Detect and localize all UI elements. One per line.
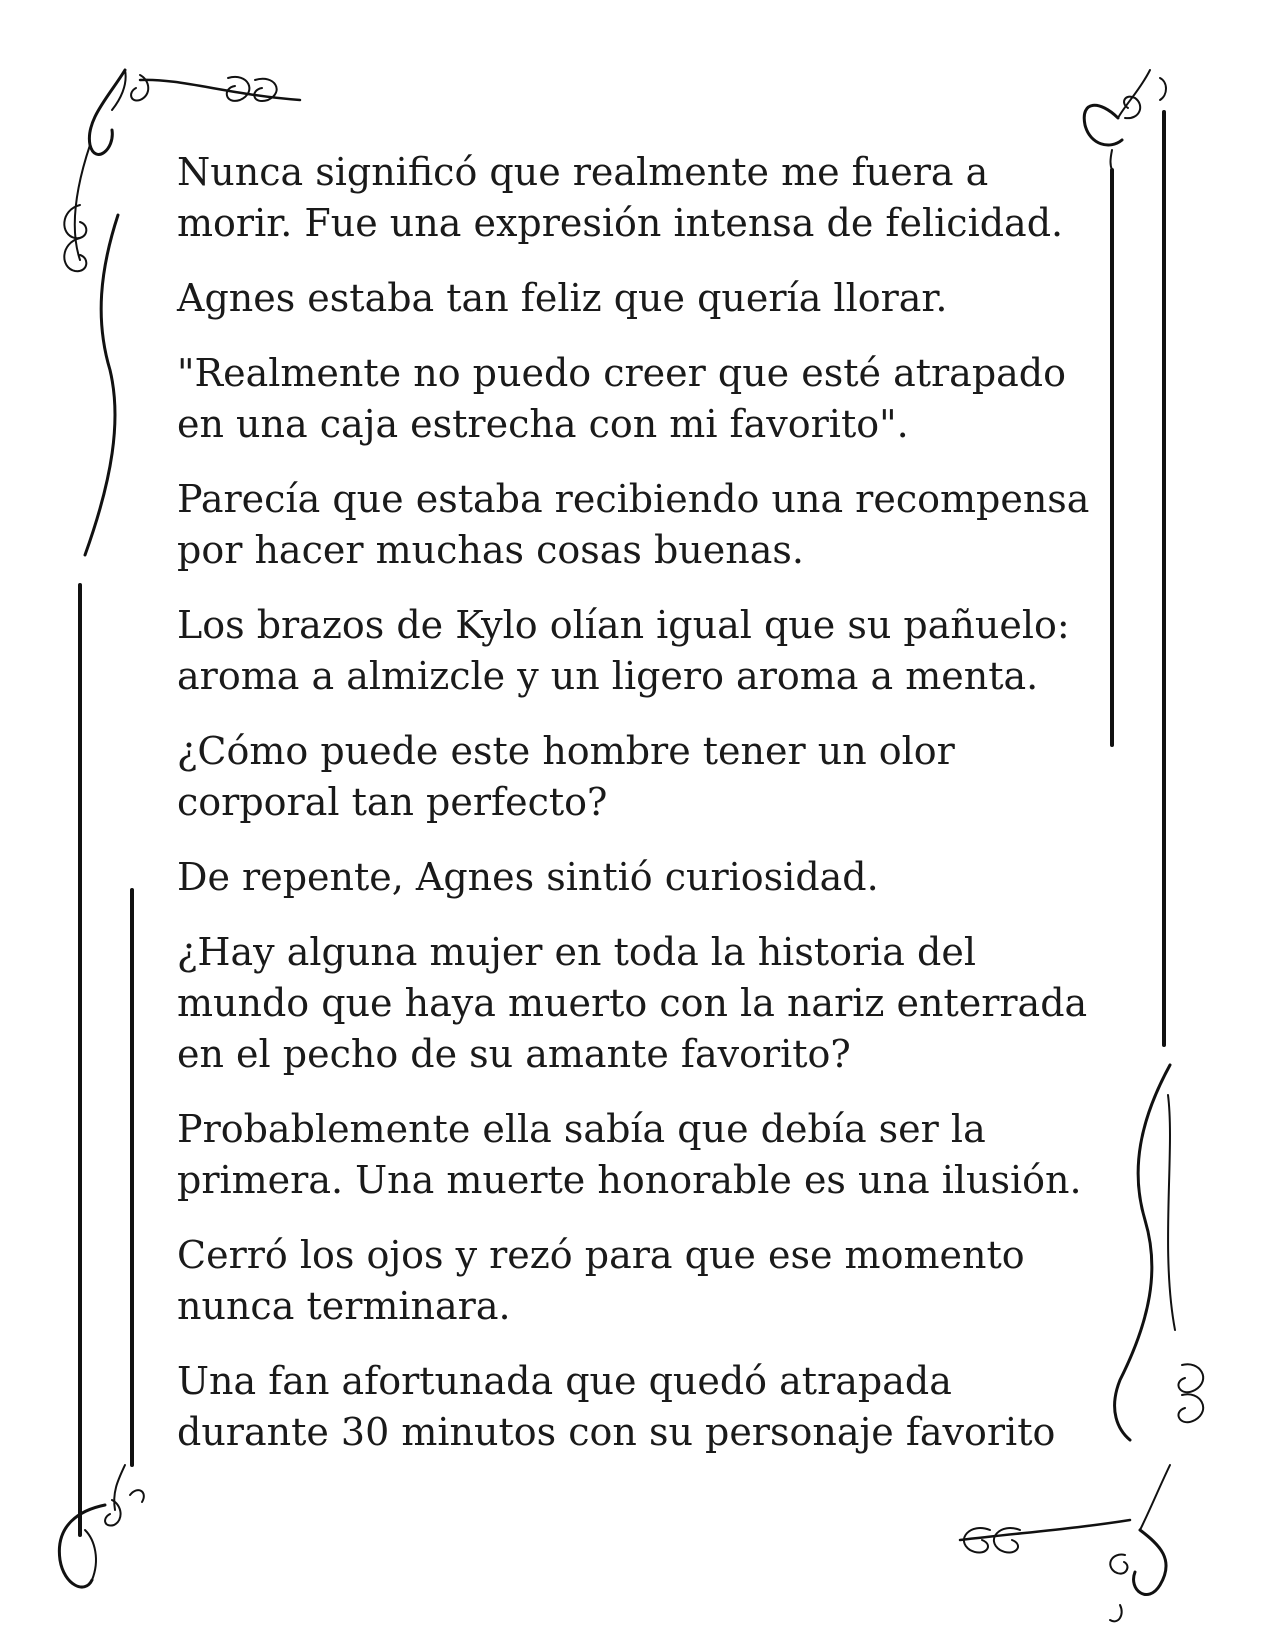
paragraph: ¿Cómo puede este hombre tener un olor corporal tan perfecto?	[177, 729, 955, 824]
right-swash-icon	[1115, 1065, 1175, 1440]
paragraph: De repente, Agnes sintió curiosidad.	[177, 855, 879, 899]
paragraph: "Realmente no puedo creer que esté atrapado en una caja estrecha con mi favorito".	[177, 351, 1067, 446]
paragraph: Parecía que estaba recibiendo una recompensa por hacer muchas cosas buenas.	[177, 477, 1090, 572]
paragraph: Los brazos de Kylo olían igual que su pañuelo: aroma a almizcle y un ligero aroma a menta.	[177, 603, 1070, 698]
paragraph: ¿Hay alguna mujer en toda la historia del mundo que haya muerto con la nariz enterrada en el pecho de su amante favorito?	[177, 930, 1088, 1076]
paragraph: Una fan afortunada que quedó atrapada durante 30 minutos con su personaje favorito	[177, 1359, 1056, 1454]
paragraph: Nunca significó que realmente me fuera a morir. Fue una expresión intensa de felicidad.	[177, 150, 1064, 245]
story-text	[177, 147, 1117, 1482]
paragraph: Agnes estaba tan feliz que quería llorar.	[177, 276, 948, 320]
bottom-left-flourish-icon	[59, 1465, 143, 1587]
paragraph: Probablemente ella sabía que debía ser la primera. Una muerte honorable es una ilusión.	[177, 1107, 1082, 1202]
paragraph: Cerró los ojos y rezó para que ese momento nunca terminara.	[177, 1233, 1025, 1328]
